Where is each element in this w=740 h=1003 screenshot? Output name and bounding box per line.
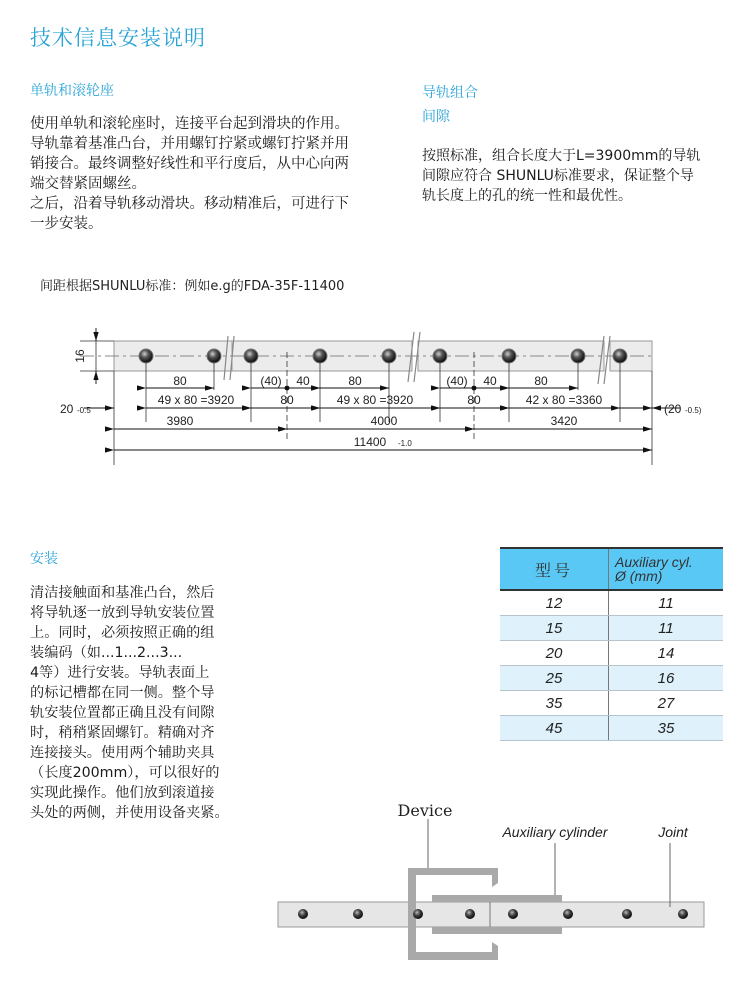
- hole: [413, 909, 423, 919]
- table-row: [500, 616, 723, 641]
- column-header-aux-diameter: [609, 548, 724, 590]
- text-line: 使用单轨和滚轮座时，连接平台起到滑块的作用。: [30, 116, 349, 132]
- header-unit: Ø (mm): [615, 568, 663, 584]
- dim-pitch: 80: [348, 374, 362, 388]
- section-heading-install: 安装: [30, 551, 58, 567]
- text-line: 将导轨逐一放到导轨安装位置: [30, 605, 215, 621]
- text-line: 导轨靠着基准凸台，并用螺钉拧紧或螺钉拧紧并用: [30, 136, 349, 152]
- dim-span: 49 x 80 =3920: [157, 393, 235, 407]
- label-device: Device: [397, 801, 453, 820]
- joint-center-dot: [472, 386, 477, 391]
- dim-right-end-tol: -0.5): [685, 406, 702, 415]
- hole: [244, 349, 258, 363]
- cell-model: 35: [500, 691, 609, 716]
- combination-paragraph: [422, 146, 700, 206]
- header-label: 型号: [534, 560, 573, 580]
- hole: [571, 349, 585, 363]
- header-label: Auxiliary cyl.: [615, 554, 693, 570]
- hole: [465, 909, 475, 919]
- dim-segment: 4000: [370, 414, 398, 428]
- text-line: 的标记槽都在同一侧。整个导: [30, 685, 215, 701]
- text-line: 端交替紧固螺丝。: [30, 176, 146, 192]
- text-line: 销接合。最终调整好线性和平行度后，从中心向两: [30, 156, 349, 172]
- dim-pitch: 80: [173, 374, 187, 388]
- table-row: [500, 691, 723, 716]
- label-joint: Joint: [658, 824, 688, 840]
- cell-model: 12: [500, 590, 609, 616]
- cell-diameter: 35: [609, 716, 724, 741]
- page-title: 技术信息安装说明: [30, 26, 206, 50]
- cell-model: 25: [500, 666, 609, 691]
- dim-pitch: 80: [534, 374, 548, 388]
- cell-model: 45: [500, 716, 609, 741]
- assembly-illustration: [270, 795, 740, 995]
- text-line: 连接接头。使用两个辅助夹具: [30, 745, 215, 761]
- dim-segment: 3980: [166, 414, 194, 428]
- table-row: [500, 641, 723, 666]
- diagram-caption: 间距根据SHUNLU标准：例如e.g的FDA-35F-11400: [40, 279, 345, 294]
- text-line: 一步安装。: [30, 216, 103, 232]
- dim-left-end: 20: [60, 402, 74, 416]
- dim-half: 40: [296, 374, 310, 388]
- label-auxiliary-cylinder: Auxiliary cylinder: [502, 824, 608, 840]
- hole: [613, 349, 627, 363]
- auxiliary-cylinder: [432, 895, 562, 902]
- dim-segment: 3420: [550, 414, 578, 428]
- text-line: 轨安装位置都正确且没有间隙: [30, 705, 215, 721]
- dim-left-end-tol: -0.5: [77, 406, 91, 415]
- text-line: 按照标准，组合长度大于L=3900mm的导轨: [422, 148, 701, 164]
- text-line: 头处的两侧，并使用设备夹紧。: [30, 805, 229, 821]
- hole: [622, 909, 632, 919]
- hole: [508, 909, 518, 919]
- cell-diameter: 11: [609, 590, 724, 616]
- cell-model: 20: [500, 641, 609, 666]
- dim-height: 16: [73, 349, 87, 363]
- hole: [678, 909, 688, 919]
- rail-dimension-drawing: [0, 300, 740, 480]
- section-heading-combination: 导轨组合: [422, 85, 478, 101]
- cell-diameter: 11: [609, 616, 724, 641]
- dim-total: 11400: [353, 435, 387, 449]
- dim-half: (40): [260, 374, 282, 388]
- section-subheading-gap: 间隙: [422, 109, 450, 125]
- table-header-row: [500, 548, 723, 590]
- joint-center-dot: [285, 386, 290, 391]
- hole: [382, 349, 396, 363]
- cell-diameter: 14: [609, 641, 724, 666]
- dim-half: (40): [446, 374, 468, 388]
- rail: [278, 902, 704, 927]
- auxiliary-cylinder: [432, 927, 562, 934]
- text-line: 装编码（如...1...2...3...: [30, 645, 183, 661]
- hole: [502, 349, 516, 363]
- text-line: （长度200mm），可以很好的: [30, 765, 220, 781]
- dim-span: 42 x 80 =3360: [525, 393, 603, 407]
- dim-joint-pitch: 80: [467, 393, 481, 407]
- dim-half: 40: [483, 374, 497, 388]
- text-line: 清洁接触面和基准凸台，然后: [30, 585, 215, 601]
- hole: [563, 909, 573, 919]
- hole: [207, 349, 221, 363]
- text-line: 轨长度上的孔的统一性和最优性。: [422, 188, 632, 204]
- column-header-model: [500, 548, 609, 590]
- table-row: [500, 666, 723, 691]
- rail-paragraph: [30, 114, 349, 234]
- dim-joint-pitch: 80: [280, 393, 294, 407]
- text-line: 上。同时，必须按照正确的组: [30, 625, 215, 641]
- cell-model: 15: [500, 616, 609, 641]
- hole: [353, 909, 363, 919]
- dim-right-end: (20: [664, 402, 682, 416]
- table-row: [500, 590, 723, 616]
- text-line: 时，稍稍紧固螺钉。精确对齐: [30, 725, 215, 741]
- auxiliary-cylinder-table: [500, 547, 723, 741]
- install-paragraph: [30, 583, 229, 823]
- hole: [298, 909, 308, 919]
- hole: [139, 349, 153, 363]
- cell-diameter: 16: [609, 666, 724, 691]
- text-line: 之后，沿着导轨移动滑块。移动精准后，可进行下: [30, 196, 349, 212]
- cell-diameter: 27: [609, 691, 724, 716]
- dim-span: 49 x 80 =3920: [336, 393, 414, 407]
- dim-total-tol: -1.0: [398, 439, 412, 448]
- hole: [313, 349, 327, 363]
- text-line: 4等）进行安装。导轨表面上: [30, 665, 210, 681]
- table-row: [500, 716, 723, 741]
- text-line: 实现此操作。他们放到滚道接: [30, 785, 215, 801]
- text-line: 间隙应符合 SHUNLU标准要求，保证整个导: [422, 168, 694, 184]
- section-heading-rail: 单轨和滚轮座: [30, 83, 114, 99]
- hole: [433, 349, 447, 363]
